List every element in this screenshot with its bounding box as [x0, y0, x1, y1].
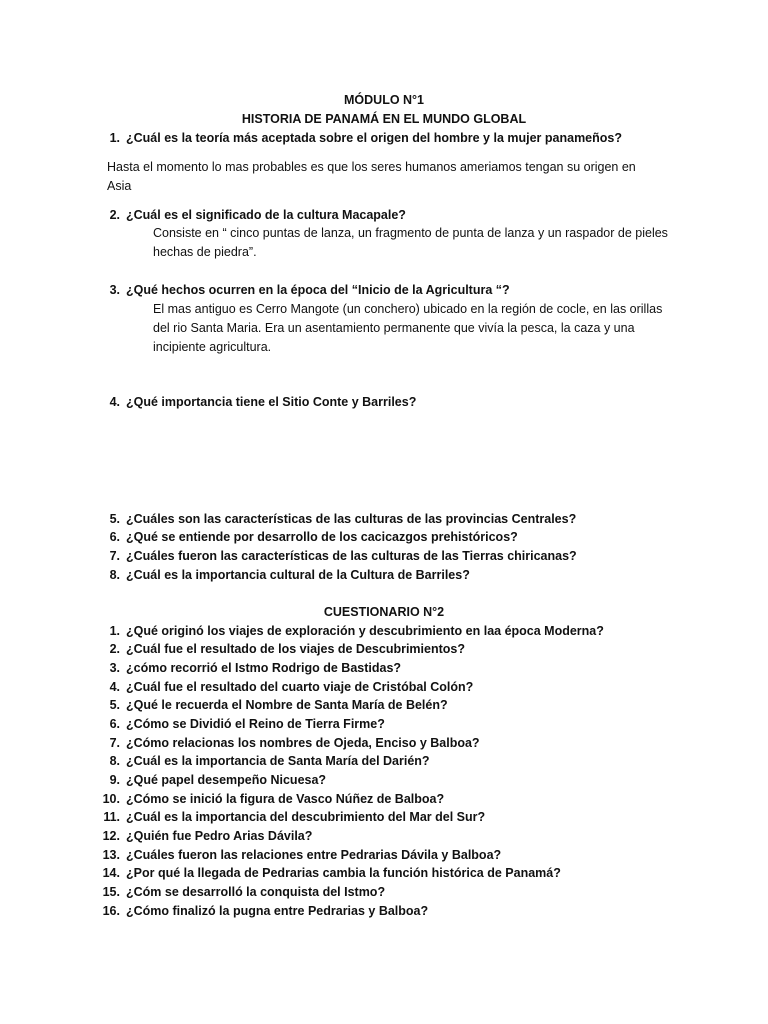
question-number: 16.	[102, 904, 120, 918]
cuestionario-question	[102, 902, 429, 920]
cuestionario-question	[102, 790, 445, 808]
question-number: 2.	[109, 642, 120, 656]
question-text: ¿Cómo se inició la figura de Vasco Núñez de Balboa?	[126, 792, 445, 806]
cuestionario-question	[109, 696, 448, 714]
question-text: ¿Qué importancia tiene el Sitio Conte y Barriles?	[126, 395, 417, 409]
question-text: ¿Cómo relacionas los nombres de Ojeda, Enciso y Balboa?	[126, 736, 480, 750]
question-number: 14.	[102, 866, 120, 880]
question-number: 5.	[109, 698, 120, 712]
cuestionario-question	[109, 752, 430, 770]
answer-1: Hasta el momento lo mas probables es que los seres humanos ameriamos tengan su origen en Asia	[107, 160, 636, 193]
question-5	[109, 510, 577, 528]
cuestionario-question	[109, 771, 327, 789]
question-3	[109, 281, 510, 299]
cuestionario-question	[109, 734, 480, 752]
cuestionario-title: CUESTIONARIO N°2	[323, 605, 445, 619]
cuestionario-question	[109, 678, 474, 696]
question-number: 7.	[109, 549, 120, 563]
cuestionario-question	[103, 808, 486, 826]
question-number: 12.	[102, 829, 120, 843]
cuestionario-question	[102, 883, 386, 901]
cuestionario-question	[102, 864, 561, 882]
question-text: ¿Cóm se desarrolló la conquista del Istmo?	[126, 885, 386, 899]
question-text: ¿Cuál es la importancia cultural de la Cultura de Barriles?	[126, 568, 470, 582]
question-text: ¿Cuáles son las características de las culturas de las provincias Centrales?	[126, 512, 577, 526]
cuestionario-question	[109, 659, 402, 677]
question-text: ¿Qué originó los viajes de exploración y descubrimiento en laa época Moderna?	[126, 624, 604, 638]
question-text: ¿Cuáles fueron las relaciones entre Pedrarias Dávila y Balboa?	[126, 848, 502, 862]
answer-3: El mas antiguo es Cerro Mangote (un conchero) ubicado en la región de cocle, en las orillas del rio Santa Maria. Era un asentamiento permanente que vivía la pesca, la caza y una incipiente agricultura.	[153, 302, 663, 354]
question-number: 1.	[109, 624, 120, 638]
question-text: ¿Qué se entiende por desarrollo de los cacicazgos prehistóricos?	[126, 530, 518, 544]
question-number: 8.	[109, 754, 120, 768]
question-number: 2.	[109, 208, 120, 222]
question-text: ¿Quién fue Pedro Arias Dávila?	[126, 829, 313, 843]
question-text: ¿Cuál es la teoría más aceptada sobre el origen del hombre y la mujer panameños?	[126, 131, 622, 145]
question-number: 3.	[109, 283, 120, 297]
question-number: 6.	[109, 717, 120, 731]
question-text: ¿Cómo finalizó la pugna entre Pedrarias y Balboa?	[126, 904, 429, 918]
question-text: ¿Cuáles fueron las características de las culturas de las Tierras chiricanas?	[126, 549, 577, 563]
question-text: ¿Qué le recuerda el Nombre de Santa María de Belén?	[126, 698, 448, 712]
question-text: ¿Cómo se Dividió el Reino de Tierra Firme?	[126, 717, 385, 731]
question-number: 3.	[109, 661, 120, 675]
question-number: 11.	[103, 810, 120, 824]
question-number: 1.	[109, 131, 120, 145]
cuestionario-question	[102, 846, 502, 864]
question-number: 13.	[102, 848, 120, 862]
answer-2: Consiste en “ cinco puntas de lanza, un fragmento de punta de lanza y un raspador de pieles hechas de piedra”.	[153, 226, 668, 259]
question-2	[109, 206, 406, 224]
question-number: 15.	[102, 885, 120, 899]
question-1	[109, 129, 622, 147]
cuestionario-question	[109, 640, 465, 658]
cuestionario-question	[109, 715, 385, 733]
question-8	[109, 566, 470, 584]
module-subtitle: HISTORIA DE PANAMÁ EN EL MUNDO GLOBAL	[241, 112, 527, 126]
question-text: ¿Cuál es el significado de la cultura Macapale?	[126, 208, 406, 222]
question-text: ¿Qué papel desempeño Nicuesa?	[126, 773, 327, 787]
question-number: 10.	[102, 792, 120, 806]
question-text: ¿Cuál fue el resultado del cuarto viaje de Cristóbal Colón?	[126, 680, 474, 694]
question-6	[109, 528, 518, 546]
question-4	[109, 393, 417, 411]
question-text: ¿Cuál fue el resultado de los viajes de Descubrimientos?	[126, 642, 465, 656]
question-number: 6.	[109, 530, 120, 544]
module-title: MÓDULO N°1	[344, 93, 424, 107]
question-number: 9.	[109, 773, 120, 787]
question-text: ¿Qué hechos ocurren en la época del “Inicio de la Agricultura “?	[126, 283, 510, 297]
question-text: ¿Cuál es la importancia del descubrimiento del Mar del Sur?	[126, 810, 486, 824]
question-number: 5.	[109, 512, 120, 526]
cuestionario-question	[102, 827, 313, 845]
question-7	[109, 547, 577, 565]
question-number: 4.	[109, 680, 120, 694]
question-number: 7.	[109, 736, 120, 750]
question-text: ¿cómo recorrió el Istmo Rodrigo de Bastidas?	[126, 661, 402, 675]
cuestionario-question	[109, 622, 604, 640]
question-number: 4.	[109, 395, 120, 409]
question-text: ¿Por qué la llegada de Pedrarias cambia la función histórica de Panamá?	[126, 866, 561, 880]
question-number: 8.	[109, 568, 120, 582]
question-text: ¿Cuál es la importancia de Santa María del Darién?	[126, 754, 430, 768]
